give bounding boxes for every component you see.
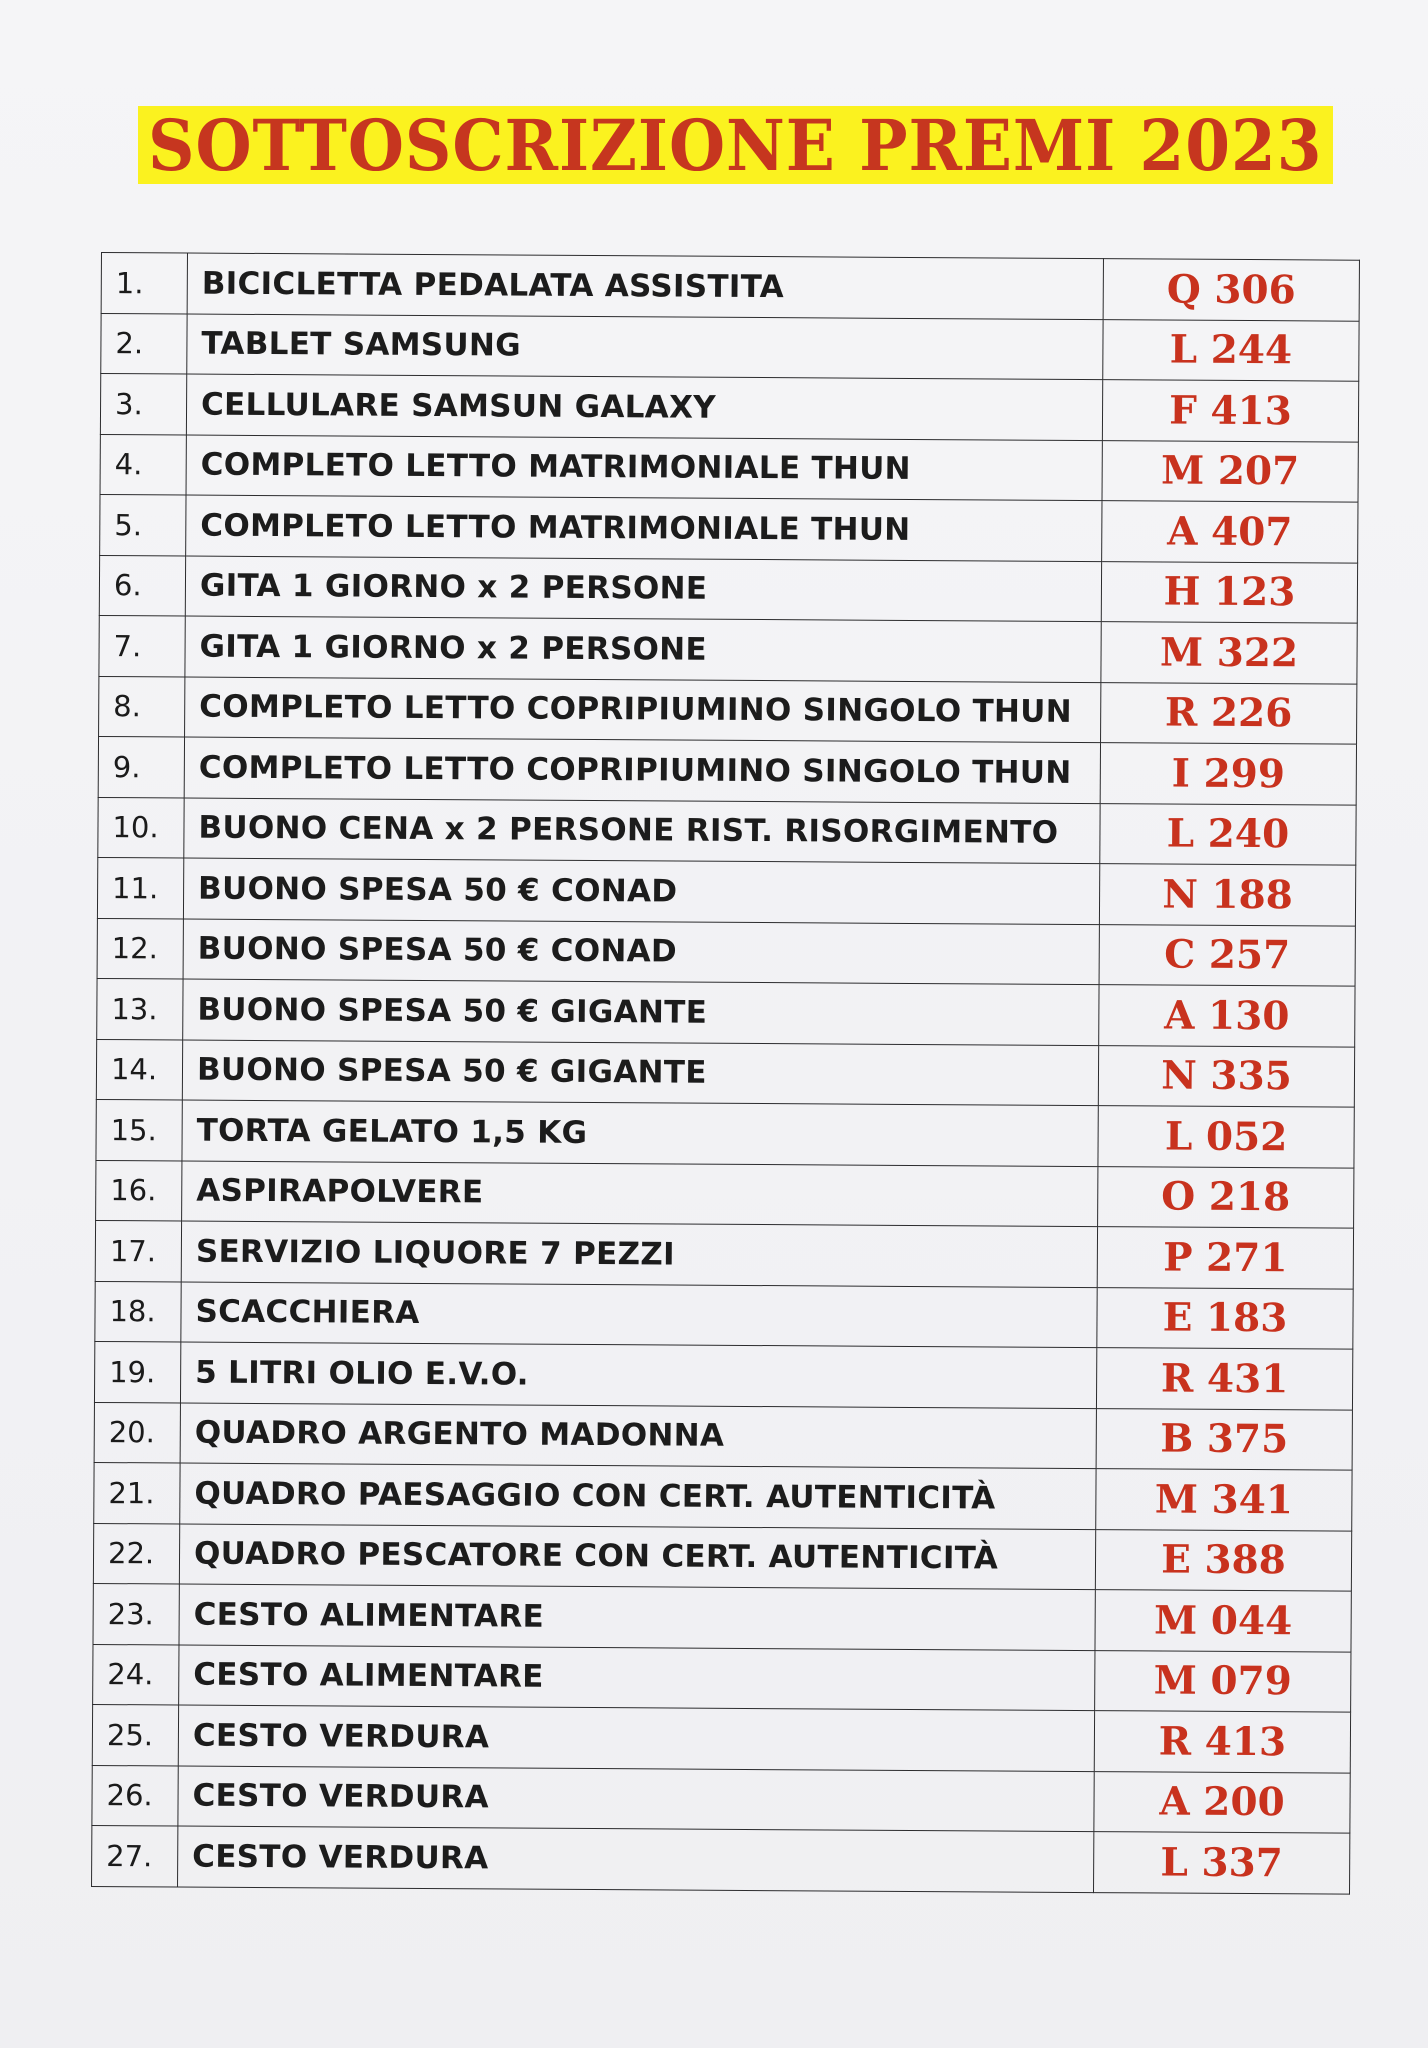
ticket-code: C 257 <box>1099 924 1355 986</box>
row-number: 20. <box>94 1402 180 1463</box>
row-number: 9. <box>98 736 184 797</box>
prize-description: ASPIRAPOLVERE <box>182 1161 1098 1227</box>
prize-description: QUADRO PAESAGGIO CON CERT. AUTENTICITÀ <box>180 1463 1096 1529</box>
row-number: 14. <box>96 1039 182 1100</box>
table-row <box>92 1704 1350 1772</box>
prize-description: COMPLETO LETTO COPRIPIUMINO SINGOLO THUN <box>184 737 1100 803</box>
prize-description: BUONO SPESA 50 € GIGANTE <box>183 979 1099 1045</box>
table-row <box>101 313 1359 381</box>
table-row <box>100 374 1358 442</box>
prize-description: GITA 1 GIORNO x 2 PERSONE <box>185 556 1101 622</box>
table-row <box>96 1039 1354 1107</box>
ticket-code: Q 306 <box>1103 259 1359 321</box>
row-number: 16. <box>96 1160 182 1221</box>
ticket-code: E 183 <box>1097 1287 1353 1349</box>
row-number: 11. <box>97 857 183 918</box>
row-number: 12. <box>97 918 183 979</box>
table-row <box>99 676 1357 744</box>
row-number: 5. <box>100 494 186 555</box>
prize-description: BUONO SPESA 50 € CONAD <box>183 858 1099 924</box>
ticket-code: A 407 <box>1102 501 1358 563</box>
prize-description: QUADRO ARGENTO MADONNA <box>180 1403 1096 1469</box>
table-row <box>99 555 1357 623</box>
row-number: 23. <box>93 1583 179 1644</box>
row-number: 22. <box>93 1523 179 1584</box>
row-number: 27. <box>92 1825 178 1886</box>
prize-description: TORTA GELATO 1,5 KG <box>182 1100 1098 1166</box>
ticket-code: F 413 <box>1102 380 1358 442</box>
title-highlight <box>138 103 1333 187</box>
ticket-code: M 079 <box>1095 1650 1351 1712</box>
row-number: 15. <box>96 1099 182 1160</box>
row-number: 4. <box>100 434 186 495</box>
ticket-code: N 335 <box>1098 1045 1354 1107</box>
table-row <box>100 434 1358 502</box>
page-title: SOTTOSCRIZIONE PREMI 2023 <box>148 103 1323 187</box>
prize-description: CESTO VERDURA <box>178 1766 1094 1832</box>
ticket-code: L 244 <box>1103 319 1359 381</box>
table-row <box>99 615 1357 683</box>
ticket-code: A 130 <box>1099 985 1355 1047</box>
row-number: 26. <box>92 1765 178 1826</box>
row-number: 2. <box>101 313 187 374</box>
table-row <box>92 1765 1350 1833</box>
prize-table <box>91 252 1360 1894</box>
prize-description: COMPLETO LETTO MATRIMONIALE THUN <box>186 495 1102 561</box>
prize-description: SERVIZIO LIQUORE 7 PEZZI <box>181 1221 1097 1287</box>
table-row <box>93 1583 1351 1651</box>
table-row <box>98 797 1356 865</box>
ticket-code: M 207 <box>1102 440 1358 502</box>
row-number: 25. <box>92 1704 178 1765</box>
prize-description: 5 LITRI OLIO E.V.O. <box>180 1342 1096 1408</box>
table-row <box>97 857 1355 925</box>
ticket-code: E 388 <box>1095 1529 1351 1591</box>
ticket-code: H 123 <box>1101 561 1357 623</box>
row-number: 21. <box>94 1462 180 1523</box>
prize-description: BUONO SPESA 50 € CONAD <box>183 919 1099 985</box>
ticket-code: M 044 <box>1095 1590 1351 1652</box>
table-row <box>97 918 1355 986</box>
ticket-code: M 341 <box>1096 1469 1352 1531</box>
row-number: 3. <box>100 374 186 435</box>
ticket-code: L 337 <box>1093 1832 1349 1894</box>
ticket-code: L 052 <box>1098 1106 1354 1168</box>
prize-description: CELLULARE SAMSUN GALAXY <box>186 374 1102 440</box>
table-row <box>98 736 1356 804</box>
ticket-code: R 226 <box>1101 682 1357 744</box>
ticket-code: L 240 <box>1100 803 1356 865</box>
prize-description: BICICLETTA PEDALATA ASSISTITA <box>187 253 1103 319</box>
row-number: 7. <box>99 615 185 676</box>
ticket-code: O 218 <box>1098 1166 1354 1228</box>
ticket-code: R 431 <box>1096 1348 1352 1410</box>
table-row <box>95 1281 1353 1349</box>
row-number: 18. <box>95 1281 181 1342</box>
prize-description: CESTO VERDURA <box>178 1705 1094 1771</box>
prize-description: BUONO SPESA 50 € GIGANTE <box>182 1040 1098 1106</box>
prize-description: QUADRO PESCATORE CON CERT. AUTENTICITÀ <box>179 1524 1095 1590</box>
table-row <box>96 1099 1354 1167</box>
table-row <box>101 253 1359 321</box>
table-row <box>100 494 1358 562</box>
prize-description: SCACCHIERA <box>181 1282 1097 1348</box>
ticket-code: A 200 <box>1094 1771 1350 1833</box>
row-number: 24. <box>93 1644 179 1705</box>
table-row <box>97 978 1355 1046</box>
table-row <box>95 1220 1353 1288</box>
ticket-code: M 322 <box>1101 622 1357 684</box>
ticket-code: R 413 <box>1094 1711 1350 1773</box>
table-row <box>96 1160 1354 1228</box>
table-row <box>93 1644 1351 1712</box>
row-number: 13. <box>97 978 183 1039</box>
prize-description: TABLET SAMSUNG <box>187 314 1103 380</box>
ticket-code: P 271 <box>1097 1227 1353 1289</box>
prize-description: CESTO VERDURA <box>178 1826 1094 1892</box>
ticket-code: B 375 <box>1096 1408 1352 1470</box>
row-number: 6. <box>99 555 185 616</box>
table-row <box>94 1402 1352 1470</box>
ticket-code: N 188 <box>1099 864 1355 926</box>
prize-description: COMPLETO LETTO MATRIMONIALE THUN <box>186 435 1102 501</box>
table-row <box>93 1523 1351 1591</box>
prize-description: CESTO ALIMENTARE <box>179 1645 1095 1711</box>
prize-description: BUONO CENA x 2 PERSONE RIST. RISORGIMENTO <box>184 798 1100 864</box>
row-number: 1. <box>101 253 187 314</box>
row-number: 10. <box>98 797 184 858</box>
prize-description: COMPLETO LETTO COPRIPIUMINO SINGOLO THUN <box>185 677 1101 743</box>
table-row <box>94 1341 1352 1409</box>
prize-description: GITA 1 GIORNO x 2 PERSONE <box>185 616 1101 682</box>
table-row <box>94 1462 1352 1530</box>
row-number: 19. <box>94 1341 180 1402</box>
ticket-code: I 299 <box>1100 743 1356 805</box>
row-number: 8. <box>99 676 185 737</box>
prize-table-body <box>92 253 1360 1894</box>
row-number: 17. <box>95 1220 181 1281</box>
prize-description: CESTO ALIMENTARE <box>179 1584 1095 1650</box>
table-row <box>92 1825 1350 1893</box>
